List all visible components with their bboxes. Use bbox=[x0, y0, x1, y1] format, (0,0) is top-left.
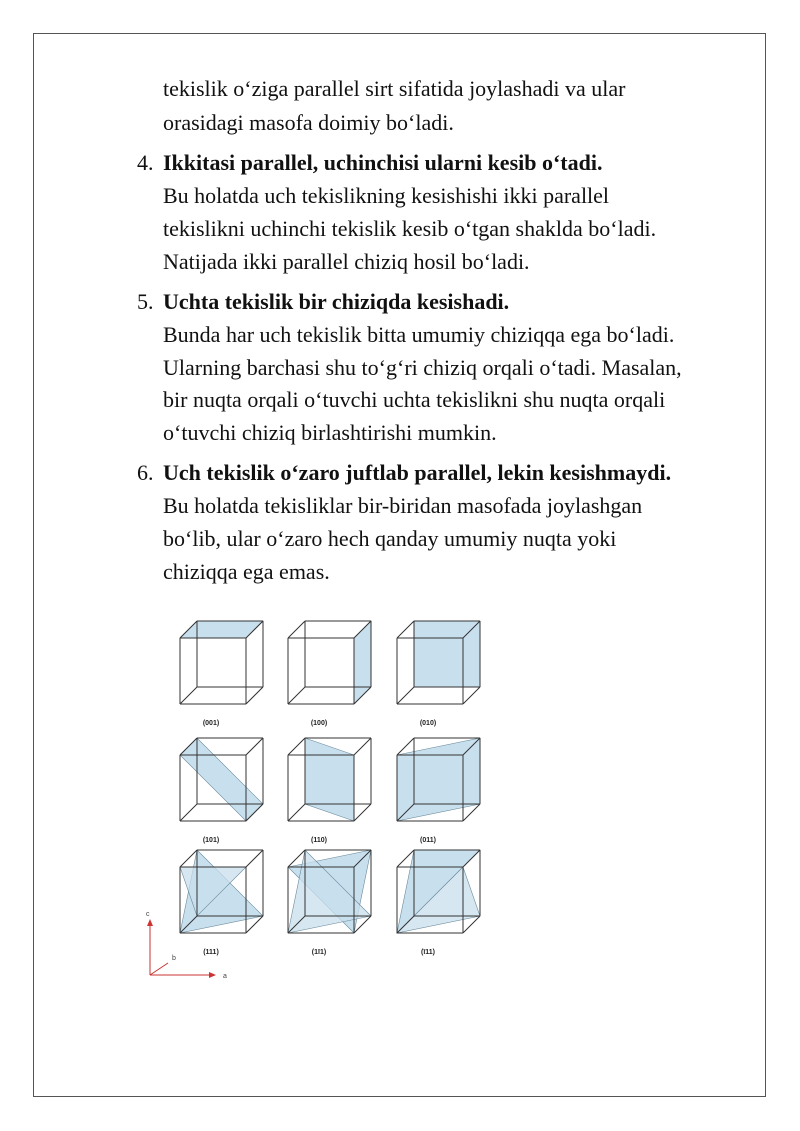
plane-label: (010) bbox=[419, 720, 437, 727]
text-line: bir nuqta orqali o‘tuvchi uchta tekislikni shu nuqta orqali bbox=[163, 387, 666, 412]
text-line: tekislik o‘ziga parallel sirt sifatida joylashadi va ular bbox=[163, 76, 626, 101]
cube-edge bbox=[288, 687, 305, 704]
text-line: Ularning barchasi shu to‘g‘ri chiziq orqali o‘tadi. Masalan, bbox=[163, 355, 682, 380]
cube-edge bbox=[354, 804, 371, 821]
text-line: Natijada ikki parallel chiziq hosil bo‘ladi. bbox=[163, 249, 530, 274]
plane-label: (100) bbox=[310, 720, 328, 727]
unit-cell bbox=[288, 850, 371, 956]
text-line: tekislikni uchinchi tekislik kesib o‘tgan shaklda bo‘ladi. bbox=[163, 216, 657, 241]
cube-edge bbox=[288, 621, 305, 638]
cube-edge bbox=[397, 687, 414, 704]
text-line: chiziqqa ega emas. bbox=[163, 559, 330, 584]
text-line: orasidagi masofa doimiy bo‘ladi. bbox=[163, 110, 454, 135]
unit-cell bbox=[397, 738, 480, 844]
cube-edge bbox=[463, 687, 480, 704]
list-number: 5. bbox=[137, 289, 154, 314]
unit-cell bbox=[180, 621, 263, 727]
cube-edge bbox=[180, 804, 197, 821]
text-line: o‘tuvchi chiziq birlashtirishi mumkin. bbox=[163, 420, 497, 445]
item-heading: Ikkitasi parallel, uchinchisi ularni kesib o‘tadi. bbox=[163, 150, 603, 175]
lattice-plane bbox=[354, 621, 371, 704]
axis-label-c: c bbox=[146, 911, 150, 918]
unit-cell bbox=[288, 738, 371, 844]
unit-cell bbox=[397, 850, 480, 956]
cube-edge bbox=[246, 738, 263, 755]
text-line: Bu holatda uch tekislikning kesishishi ikki parallel bbox=[163, 183, 610, 208]
axis-a-arrow bbox=[209, 972, 216, 978]
cube-edge bbox=[246, 850, 263, 867]
lattice-plane bbox=[305, 738, 354, 821]
axis-c-arrow bbox=[147, 919, 153, 926]
axis-b bbox=[150, 963, 168, 975]
cube-edge bbox=[397, 621, 414, 638]
text-line: Bu holatda tekisliklar bir-biridan masofada joylashgan bbox=[163, 493, 643, 518]
cube-edge bbox=[246, 687, 263, 704]
axis-label-b: b bbox=[172, 955, 176, 962]
unit-cell bbox=[180, 738, 263, 844]
axis-label-a: a bbox=[223, 973, 227, 980]
cube-edge bbox=[288, 738, 305, 755]
unit-cell bbox=[288, 621, 371, 727]
plane-label: (101) bbox=[202, 837, 220, 844]
plane-label: (110) bbox=[311, 837, 327, 844]
unit-cell bbox=[180, 850, 263, 956]
plane-label: (1ī1) bbox=[311, 949, 327, 956]
plane-label: (001) bbox=[202, 720, 220, 727]
cube-edge bbox=[288, 804, 305, 821]
plane-label: (111) bbox=[203, 949, 219, 956]
cube-edge bbox=[354, 738, 371, 755]
lattice-plane bbox=[180, 621, 263, 638]
list-number: 4. bbox=[137, 150, 154, 175]
list-number: 6. bbox=[137, 460, 154, 485]
item-heading: Uch tekislik o‘zaro juftlab parallel, lekin kesishmaydi. bbox=[163, 460, 672, 485]
plane-label: (ī11) bbox=[420, 949, 436, 956]
item-heading: Uchta tekislik bir chiziqda kesishadi. bbox=[163, 289, 510, 314]
text-line: Bunda har uch tekislik bitta umumiy chiziqqa ega bo‘ladi. bbox=[163, 322, 675, 347]
plane-label: (011) bbox=[420, 837, 436, 844]
unit-cell bbox=[397, 621, 480, 727]
cube-edge bbox=[180, 687, 197, 704]
miller-planes-figure bbox=[140, 605, 500, 990]
text-line: bo‘lib, ular o‘zaro hech qanday umumiy nuqta yoki bbox=[163, 526, 617, 551]
